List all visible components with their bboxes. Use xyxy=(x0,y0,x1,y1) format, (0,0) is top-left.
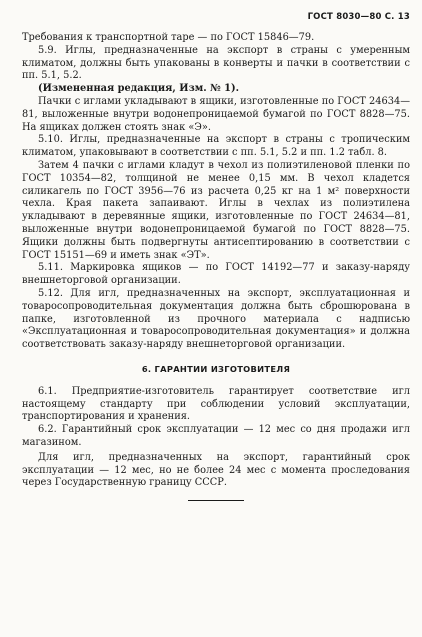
end-rule xyxy=(188,500,244,501)
paragraph-export-warranty: Для игл, предназначенных на экспорт, гарантийный срок эксплуатации — 12 мес, но не более 24 мес с момента проследования через Государственную границу СССР. xyxy=(22,451,410,489)
amendment-note: (Измененная редакция, Изм. № 1). xyxy=(38,83,239,95)
paragraph-6-1: 6.1. Предприятие-изготовитель гарантирует соответствие игл настоящему стандарту при соблюдении условий эксплуатации, транспортирования и хранения. xyxy=(22,385,410,423)
paragraph-5-9: 5.9. Иглы, предназначенные на экспорт в страны с умеренным климатом, должны быть упакованы в конверты и пачки в соответствии с пп. 5.1, 5.2. xyxy=(22,44,410,82)
document-body xyxy=(22,32,410,501)
section-title-warranty: 6. ГАРАНТИИ ИЗГОТОВИТЕЛЯ xyxy=(141,363,291,374)
paragraph-transport-packaging: Требования к транспортной таре — по ГОСТ 15846—79. xyxy=(22,32,315,43)
page-header: ГОСТ 8030—80 С. 13 xyxy=(307,12,410,22)
paragraph-5-12: 5.12. Для игл, предназначенных на экспорт, эксплуатационная и товаросопроводительная документация должна быть сброшюрована в папке, изготовленной из прочного материала с надписью «Эксплуатационная и товаросопроводительная документация» и должна соответствовать заказу-наряду внешнеторговой организации. xyxy=(22,287,410,351)
paragraph-polyethylene-cover: Затем 4 пачки с иглами кладут в чехол из полиэтиленовой пленки по ГОСТ 10354—82, толщиной не менее 0,15 мм. В чехол кладется силикагель по ГОСТ 3956—76 из расчета 0,25 кг на 1 м² поверхности чехла. Края пакета запаивают. Иглы в чехлах из полиэтилена укладывают в деревянные ящики, изготовленные по ГОСТ 24634—81, выложенные внутри водонепроницаемой бумагой по ГОСТ 8828—75. Ящики должны быть подвергнуты антисептированию в соответствии с ГОСТ 15151—69 и иметь знак «ЭТ». xyxy=(22,159,410,261)
paragraph-5-11: 5.11. Маркировка ящиков — по ГОСТ 14192—77 и заказу-наряду внешнеторговой организации. xyxy=(22,262,410,287)
paragraph-5-10: 5.10. Иглы, предназначенные на экспорт в страны с тропическим климатом, упаковывают в соответствии с пп. 5.1, 5.2 и пп. 1.2 табл. 8. xyxy=(22,134,410,159)
paragraph-boxes: Пачки с иглами укладывают в ящики, изготовленные по ГОСТ 24634—81, выложенные внутри водонепроницаемой бумагой по ГОСТ 8828—75. На ящиках должен стоять знак «Э». xyxy=(22,95,410,133)
paragraph-6-2: 6.2. Гарантийный срок эксплуатации — 12 мес со дня продажи игл магазином. xyxy=(22,424,410,448)
